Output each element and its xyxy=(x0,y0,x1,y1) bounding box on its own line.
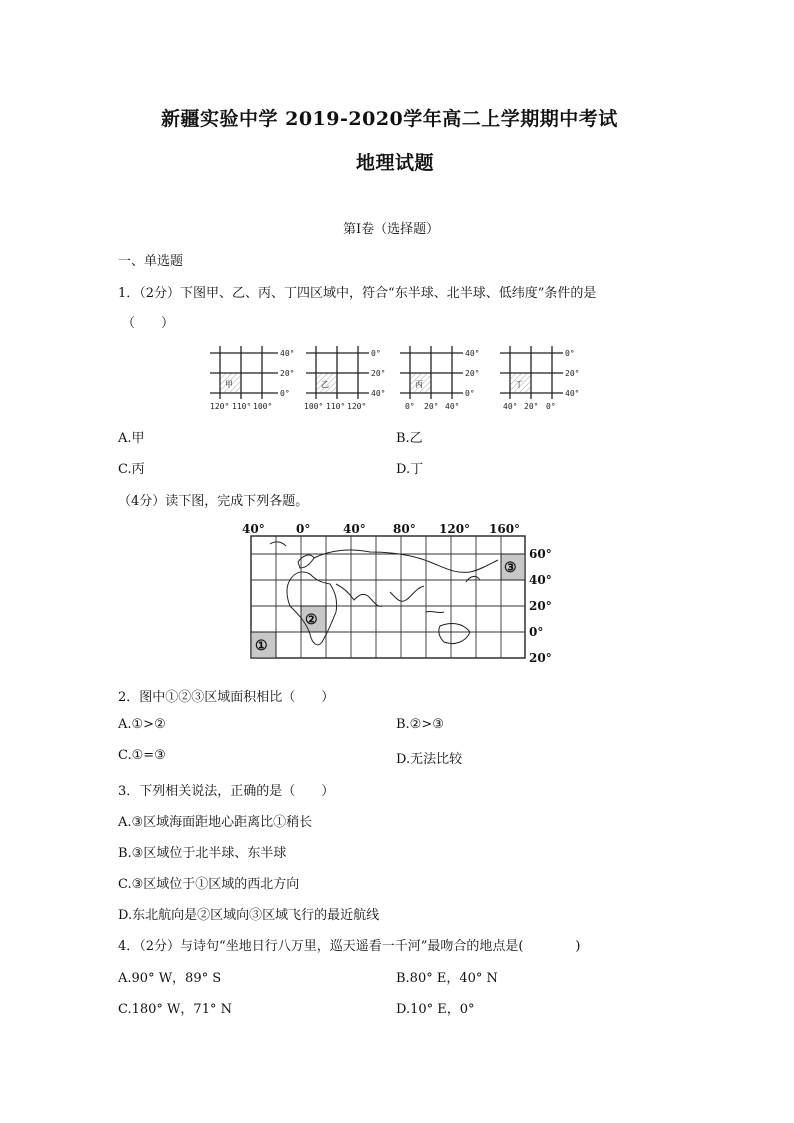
q1-option-b[interactable]: B.乙 xyxy=(396,431,423,446)
fig4-lat-1: 0° xyxy=(565,349,575,358)
volume-heading: 第I卷（选择题） xyxy=(343,222,440,237)
group-intro: （4分）读下图，完成下列各题。 xyxy=(118,494,309,509)
fig4-lon-1: 40° xyxy=(503,402,518,411)
fig3-lat-3: 0° xyxy=(465,389,475,398)
q2-stem: 2．图中①②③区域面积相比（ ） xyxy=(118,690,335,705)
q4-stem: 4．（2分）与诗句“坐地日行八万里，巡天遥看一千河”最吻合的地点是( ) xyxy=(118,939,581,954)
map-top-label-3: 40° xyxy=(343,522,366,536)
fig3-name: 丙 xyxy=(415,380,423,389)
fig1-lon-2: 110° xyxy=(232,402,252,411)
fig2-lon-1: 100° xyxy=(304,402,324,411)
fig4-lat-2: 20° xyxy=(565,369,580,378)
map-right-label-2: 40° xyxy=(529,573,552,587)
fig2-name: 乙 xyxy=(321,380,329,389)
fig4-lat-3: 40° xyxy=(565,389,580,398)
region-1-label: ① xyxy=(255,638,268,654)
region-3-label: ③ xyxy=(504,560,517,576)
q1-figures xyxy=(205,343,605,415)
fig2-lat-1: 0° xyxy=(371,349,381,358)
map-top-label-2: 0° xyxy=(296,522,311,536)
q4-option-a[interactable]: A.90° W，89° S xyxy=(118,971,222,986)
q2-option-b[interactable]: B.②>③ xyxy=(396,717,444,732)
map-top-label-1: 40° xyxy=(242,522,265,536)
fig1-lon-3: 100° xyxy=(253,402,273,411)
fig3-lon-2: 20° xyxy=(424,402,439,411)
q3-stem: 3．下列相关说法，正确的是（ ） xyxy=(118,784,335,799)
fig2-lat-3: 40° xyxy=(371,389,386,398)
q1-option-a[interactable]: A.甲 xyxy=(118,431,145,446)
q1-option-c[interactable]: C.丙 xyxy=(118,462,145,477)
fig1-lon-1: 120° xyxy=(210,402,230,411)
q4-option-b[interactable]: B.80° E，40° N xyxy=(396,971,498,986)
q3-option-c[interactable]: C.③区域位于①区域的西北方向 xyxy=(118,877,300,892)
fig1-lat-1: 40° xyxy=(280,349,295,358)
fig4-lon-3: 0° xyxy=(546,402,556,411)
map-top-label-4: 80° xyxy=(393,522,416,536)
fig2-lon-3: 120° xyxy=(347,402,367,411)
fig2-lat-2: 20° xyxy=(371,369,386,378)
school-title: 新疆实验中学 2019-2020学年高二上学期期中考试 xyxy=(161,108,618,130)
fig3-lon-3: 40° xyxy=(445,402,460,411)
section-heading: 一、单选题 xyxy=(118,254,184,269)
q4-option-c[interactable]: C.180° W，71° N xyxy=(118,1002,232,1017)
fig3-lat-1: 40° xyxy=(465,349,480,358)
fig3-lat-2: 20° xyxy=(465,369,480,378)
q2-option-c[interactable]: C.①=③ xyxy=(118,748,166,763)
map-right-label-3: 20° xyxy=(529,599,552,613)
q1-option-d[interactable]: D.丁 xyxy=(396,462,424,477)
q3-option-b[interactable]: B.③区域位于北半球、东半球 xyxy=(118,846,287,861)
q2-option-d[interactable]: D.无法比较 xyxy=(396,752,463,767)
fig2-lon-2: 110° xyxy=(326,402,346,411)
region-2-label: ② xyxy=(305,612,318,628)
q3-option-d[interactable]: D.东北航向是②区域向③区域飞行的最近航线 xyxy=(118,908,380,923)
fig3-lon-1: 0° xyxy=(405,402,415,411)
subject-title: 地理试题 xyxy=(356,152,435,174)
fig1-lon-3-lat: 0° xyxy=(280,389,290,398)
map-right-label-1: 60° xyxy=(529,547,552,561)
map-right-label-4: 0° xyxy=(529,625,544,639)
q2-option-a[interactable]: A.①>② xyxy=(118,717,166,732)
map-top-label-5: 120° xyxy=(439,522,471,536)
fig1-lat-2: 20° xyxy=(280,369,295,378)
q3-option-a[interactable]: A.③区域海面距地心距离比①稍长 xyxy=(118,815,313,830)
map-right-label-5: 20° xyxy=(529,651,552,665)
q1-stem: 1．（2分）下图甲、乙、丙、丁四区域中，符合“东半球、北半球、低纬度”条件的是 xyxy=(118,286,597,301)
fig4-lon-2: 20° xyxy=(524,402,539,411)
world-map-figure xyxy=(240,522,560,667)
fig1-name: 甲 xyxy=(225,380,233,389)
q1-stem-bracket: （ ） xyxy=(122,316,175,331)
q4-option-d[interactable]: D.10° E，0° xyxy=(396,1002,475,1017)
fig4-name: 丁 xyxy=(515,380,523,389)
map-top-label-6: 160° xyxy=(489,522,521,536)
